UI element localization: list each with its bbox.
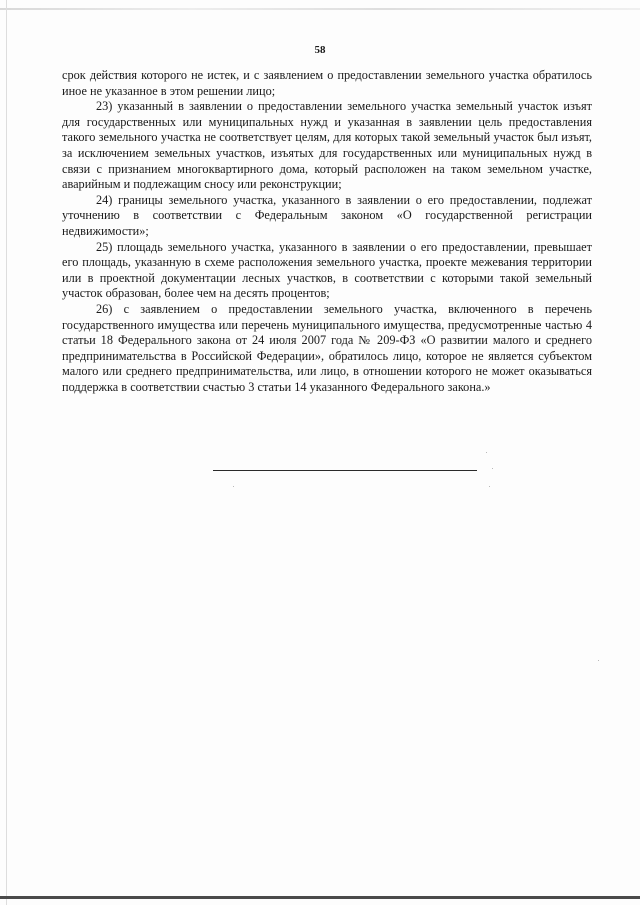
body-text (62, 68, 592, 395)
scan-speck (233, 486, 234, 487)
page-number: 58 (314, 44, 326, 56)
scan-speck (598, 660, 599, 661)
scan-edge-left (6, 0, 7, 905)
scan-speck (492, 468, 493, 469)
scan-speck (489, 486, 490, 487)
paragraph-continuation: срок действия которого не истек, и с заявлением о предоставлении земельного участка обратилось иное не указанное в этом решении лицо; (62, 68, 592, 98)
paragraph-item-26: 26) с заявлением о предоставлении земельного участка, включенного в перечень государственного имущества или перечень муниципального имущества, предусмотренные частью 4 статьи 18 Федерального закона от 24 июля 2007 года № 209-ФЗ «О развитии малого и среднего предпринимательства в Российской Федерации», обратилось лицо, которое не является субъектом малого или среднего предпринимательства, или лицо, в отношении которого не может оказываться поддержка в соответствии счастью 3 статьи 14 указанного Федерального закона.» (62, 301, 592, 394)
scan-edge-bottom (0, 896, 640, 899)
paragraph-item-23: 23) указанный в заявлении о предоставлении земельного участка земельный участок изъят для государственных или муниципальных нужд и указанная в заявлении цель предоставления такого земельного участка не соответствует целям, для которых такой земельный участок был изъят, за исключением земельных участков, изъятых для государственных или муниципальных нужд в связи с признанием многоквартирного дома, который расположен на таком земельном участке, аварийным и подлежащим сносу или реконструкции; (62, 99, 592, 192)
scan-edge-top (0, 8, 640, 10)
closing-divider-line (213, 470, 477, 471)
scan-speck (486, 452, 487, 453)
paragraph-item-25: 25) площадь земельного участка, указанного в заявлении о его предоставлении, превышает его площадь, указанную в схеме расположения земельного участка, проекте межевания территории или в проектной документации лесных участков, в соответствии с которыми такой земельный участок образован, более чем на десять процентов; (62, 239, 592, 301)
paragraph-item-24: 24) границы земельного участка, указанного в заявлении о его предоставлении, подлежат уточнению в соответствии с Федеральным законом «О государственной регистрации недвижимости»; (62, 192, 592, 238)
